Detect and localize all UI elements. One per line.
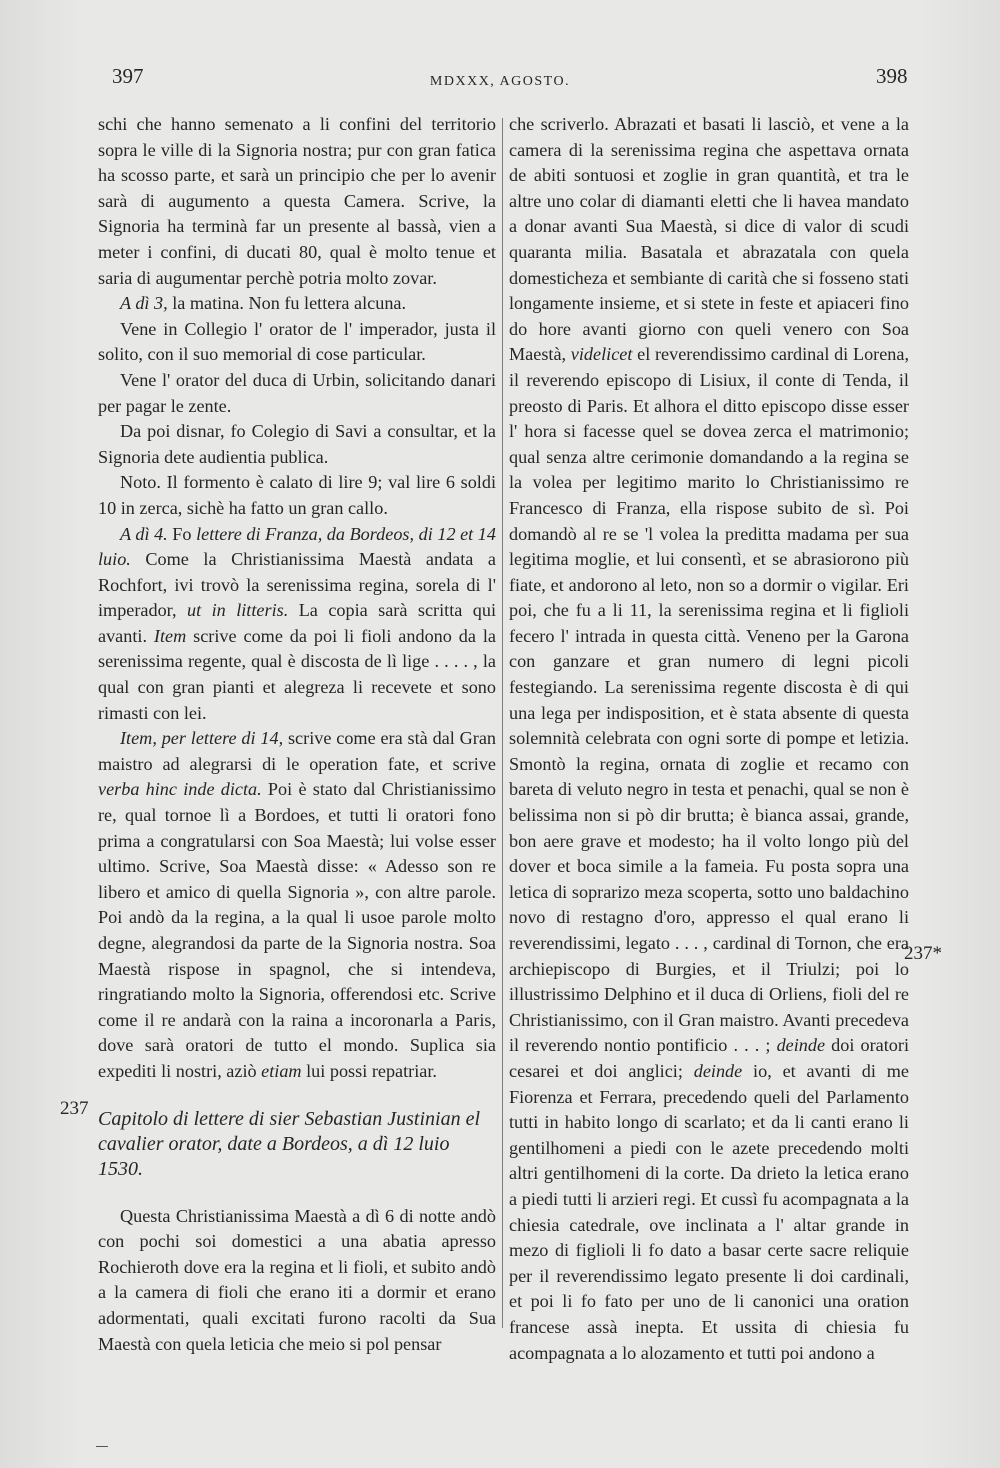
left-column <box>98 112 496 1357</box>
date-entry: A dì 3, <box>120 293 168 314</box>
date-entry: A dì 4. <box>120 523 168 544</box>
running-head: MDXXX, AGOSTO. <box>429 74 571 89</box>
paragraph: che scriverlo. Abrazati et basati li lasciò, et vene a la camera di la serenissima regina che aspettava ornata de abiti sontuosi et zoglie in gran quantità, et tra le altre uno colar di diamanti eletti che li havea mandato a donar avanti Sua Maestà, si dice di valor di scudi quaranta milia. Basatala et abrazatala con quela domesticheza et sembiante di carità che si fosseno stati longamente insieme, et si stete in feste et apiaceri fino do hore avanti giorno con queli venero con Soa Maestà, videlicet el reverendissimo cardinal di Lorena, il reverendo episcopo di Lisiux, il conte di Tenda, il preosto di Paris. Et alhora el ditto episcopo disse esser l' hora si facesse quel se dovea zerca el matrimonio; qual senza altre cerimonie domandando a la regina se la volea per legitimo marito lo Christianissimo re Francesco di Franza, ella rispose subito de sì. Poi domandò al re se 'l volea la preditta madama per sua legitima moglie, et lui consentì, et se abrasiorono più fiate, et andorono al leto, non so a dormir o vigilar. Eri poi, che fu a li 11, la serenissima regina et li figlioli fecero l' intrada in questa città. Veneno per la Garona con ganzare et gran numero di legni picoli festegiando. La serenissima regente discosta è di qui una lega per indisposition, et è stata absente di questa solemnità celebrata con ogni sorte di pompe et letizia. Smontò la regina, ornata di zoglie et recamo con bareta di veluto negro in testa et penachi, qual se non è belissima non si pò dir brutta; è bianca assai, grande, bon aere grave et modesto; ha il volto longo più del dover et boca simile a la fameia. Fu posta sopra una letica di soprarizo meza scoperta, sotto uno baldachino novo di restagno d'oro, appresso el qual erano li reverendissimi, legato . . . , cardinal di Tornon, che era archiepiscopo di Burgies, et il Triulzi; poi lo illustrissimo Delphino et il duca di Orliens, fioli del re Christianissimo, con il Gran maistro. Avanti precedeva il reverendo nontio pontificio . . . ; deinde doi oratori cesarei et doi anglici; deinde io, et avanti di me Fiorenza et Ferrara, precedendo queli del Parlamento tutti in habito longo di scarlato; et da li canti erano li gentilhomeni a piedi con le azete precedendo molti altri gentilhomeni di la corte. Da drieto la letica erano a piedi tutti li arzieri regi. Et cussì fu acompagnata a la chiesia catedrale, ove inclinata a l' altar grande in mezo di figlioli li fo dato a basar certe sacre reliquie per il reverendissimo legato presente li doi cardinali, et poi li fo fato per uno de li canonici una oration francese assà inepta. Et ussita di chiesia fu acompagnata a lo alozamento et tutti poi andono a <box>509 114 910 1363</box>
left-page-number: 397 <box>112 64 144 88</box>
paragraph: Questa Christianissima Maestà a dì 6 di notte andò con pochi soi domestici a una abatia apresso Rochieroth dove era la regina et li fioli, et subito andò a la camera di fioli che erano iti a dormir et erano adormentati, quali excitati furono racolti da Sua Maestà con quela leticia che meio si pol pensar <box>98 1205 496 1354</box>
margin-number-left: 237 <box>60 1098 89 1119</box>
right-page-number: 398 <box>876 64 908 88</box>
section-heading: Capitolo di lettere di sier Sebastian Justinian el cavalier orator, date a Bordeos, a dì 12 luio 1530. <box>98 1107 481 1180</box>
right-column <box>509 112 909 1366</box>
paragraph: Noto. Il formento è calato di lire 9; val lire 6 soldi 10 in zerca, sichè ha fatto un gran callo. <box>98 472 496 518</box>
paragraph: A dì 3, la matina. Non fu lettera alcuna. <box>120 293 407 314</box>
paragraph: schi che hanno semenato a li confini del territorio sopra le ville di la Signoria nostra; pur con gran fatica ha scosso parte, et sarà un principio che per lo avenir sarà di augumento a questa Camera. Scrive, la Signoria ha terminà far un presente al bassà, vien a meter i confini, di ducati 80, qual è molto tenue et saria di augumentar perchè potria molto zovar. <box>98 114 496 288</box>
printer-mark <box>96 1446 108 1447</box>
paragraph: Item, per lettere di 14, scrive come era stà dal Gran maistro ad alegrarsi di le operation fate, et scrive verba hinc inde dicta. Poi è stato dal Christianissimo re, qual tornoe lì a Bordoes, et tutti li oratori fono prima a congratularsi con Soa Maestà; lui volse esser ultimo. Scrive, Soa Maestà disse: « Adesso son re libero et amico di quella Signoria », con altre parole. Poi andò da la regina, a la qual li usoe parole molto degne, alegrandosi da parte de la Signoria nostra. Soa Maestà rispose in spagnol, che si intendeva, ringratiando molto la Signoria, offerendosi etc. Scrive come il re andarà con la raina a incoronarla a Paris, dove sarà oratori de tutto el mondo. Suplica sia expediti li nostri, aziò etiam lui possi repatriar. <box>98 728 496 1081</box>
paragraph: Da poi disnar, fo Colegio di Savi a consultar, et la Signoria dete audientia publica. <box>98 421 496 467</box>
margin-number-right: 237* <box>904 943 942 964</box>
paragraph: Vene l' orator del duca di Urbin, solicitando danari per pagar le zente. <box>98 369 496 416</box>
paragraph: Vene in Collegio l' orator de l' imperador, justa il solito, con il suo memorial di cose particular. <box>98 318 496 365</box>
paragraph: A dì 4. Fo lettere di Franza, da Bordeos, di 12 et 14 luio. Come la Christianissima Maestà andata a Rochfort, ivi trovò la serenissima regina, sorela di l' imperador, ut in litteris. La copia sarà scritta qui avanti. Item scrive come da poi li fioli andono da la serenissima regente, qual è discosta de lì lige . . . . , la qual con gran pianti et alegreza li recevete et sono rimasti con lei. <box>98 523 497 723</box>
column-divider <box>502 118 503 1328</box>
